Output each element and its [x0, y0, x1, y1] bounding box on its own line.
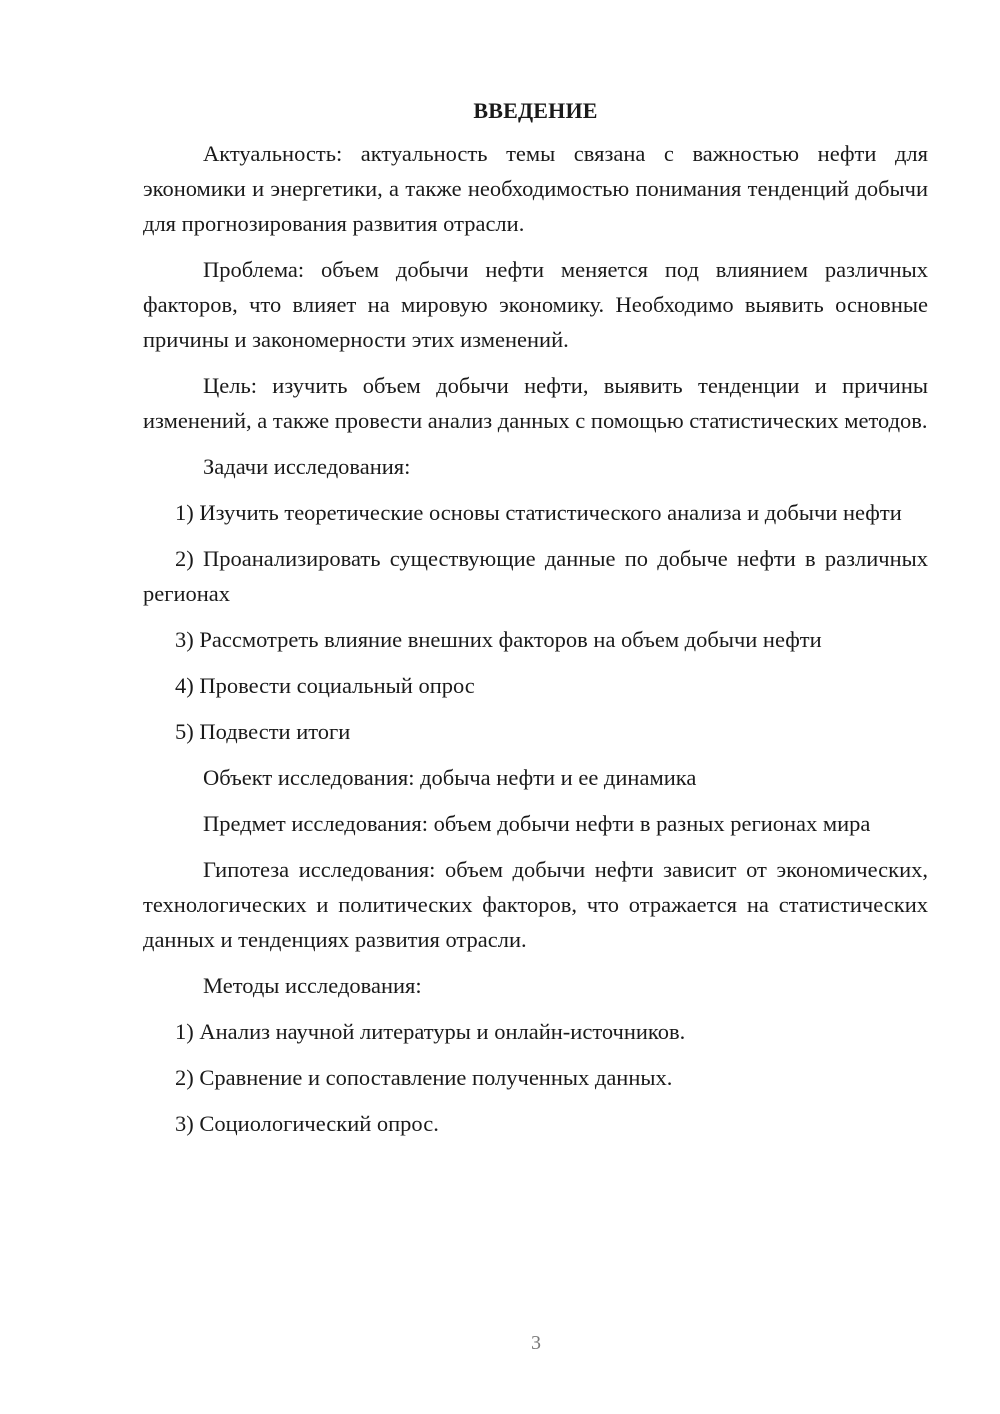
task-item-2: 2) Проанализировать существующие данные по добыче нефти в различных регионах: [143, 546, 928, 606]
method-item-3: 3) Социологический опрос.: [175, 1111, 439, 1136]
hypothesis-paragraph: Гипотеза исследования: объем добычи нефти зависит от экономических, технологических и политических факторов, что отражается на статистических данных и тенденциях развития отрасли.: [143, 857, 928, 952]
subject-paragraph: Предмет исследования: объем добычи нефти в разных регионах мира: [203, 811, 871, 836]
object-paragraph: Объект исследования: добыча нефти и ее динамика: [203, 765, 697, 790]
method-item-1: 1) Анализ научной литературы и онлайн-источников.: [175, 1019, 686, 1044]
task-item-3: 3) Рассмотреть влияние внешних факторов на объем добычи нефти: [175, 627, 822, 652]
task-item-1: 1) Изучить теоретические основы статистического анализа и добычи нефти: [175, 500, 902, 525]
section-heading: ВВЕДЕНИЕ: [473, 98, 598, 123]
methods-title: Методы исследования:: [203, 973, 422, 998]
task-item-5: 5) Подвести итоги: [175, 719, 351, 744]
goal-paragraph: Цель: изучить объем добычи нефти, выявить тенденции и причины изменений, а также провести анализ данных с помощью статистических методов.: [143, 373, 928, 433]
method-item-2: 2) Сравнение и сопоставление полученных данных.: [175, 1065, 673, 1090]
task-item-4: 4) Провести социальный опрос: [175, 673, 475, 698]
relevance-paragraph: Актуальность: актуальность темы связана с важностью нефти для экономики и энергетики, а также необходимостью понимания тенденций добычи для прогнозирования развития отрасли.: [143, 141, 928, 236]
page-number: 3: [531, 1332, 541, 1354]
document-page: [143, 94, 928, 1152]
problem-paragraph: Проблема: объем добычи нефти меняется под влиянием различных факторов, что влияет на мировую экономику. Необходимо выявить основные причины и закономерности этих изменений.: [143, 257, 928, 352]
tasks-title: Задачи исследования:: [203, 454, 411, 479]
